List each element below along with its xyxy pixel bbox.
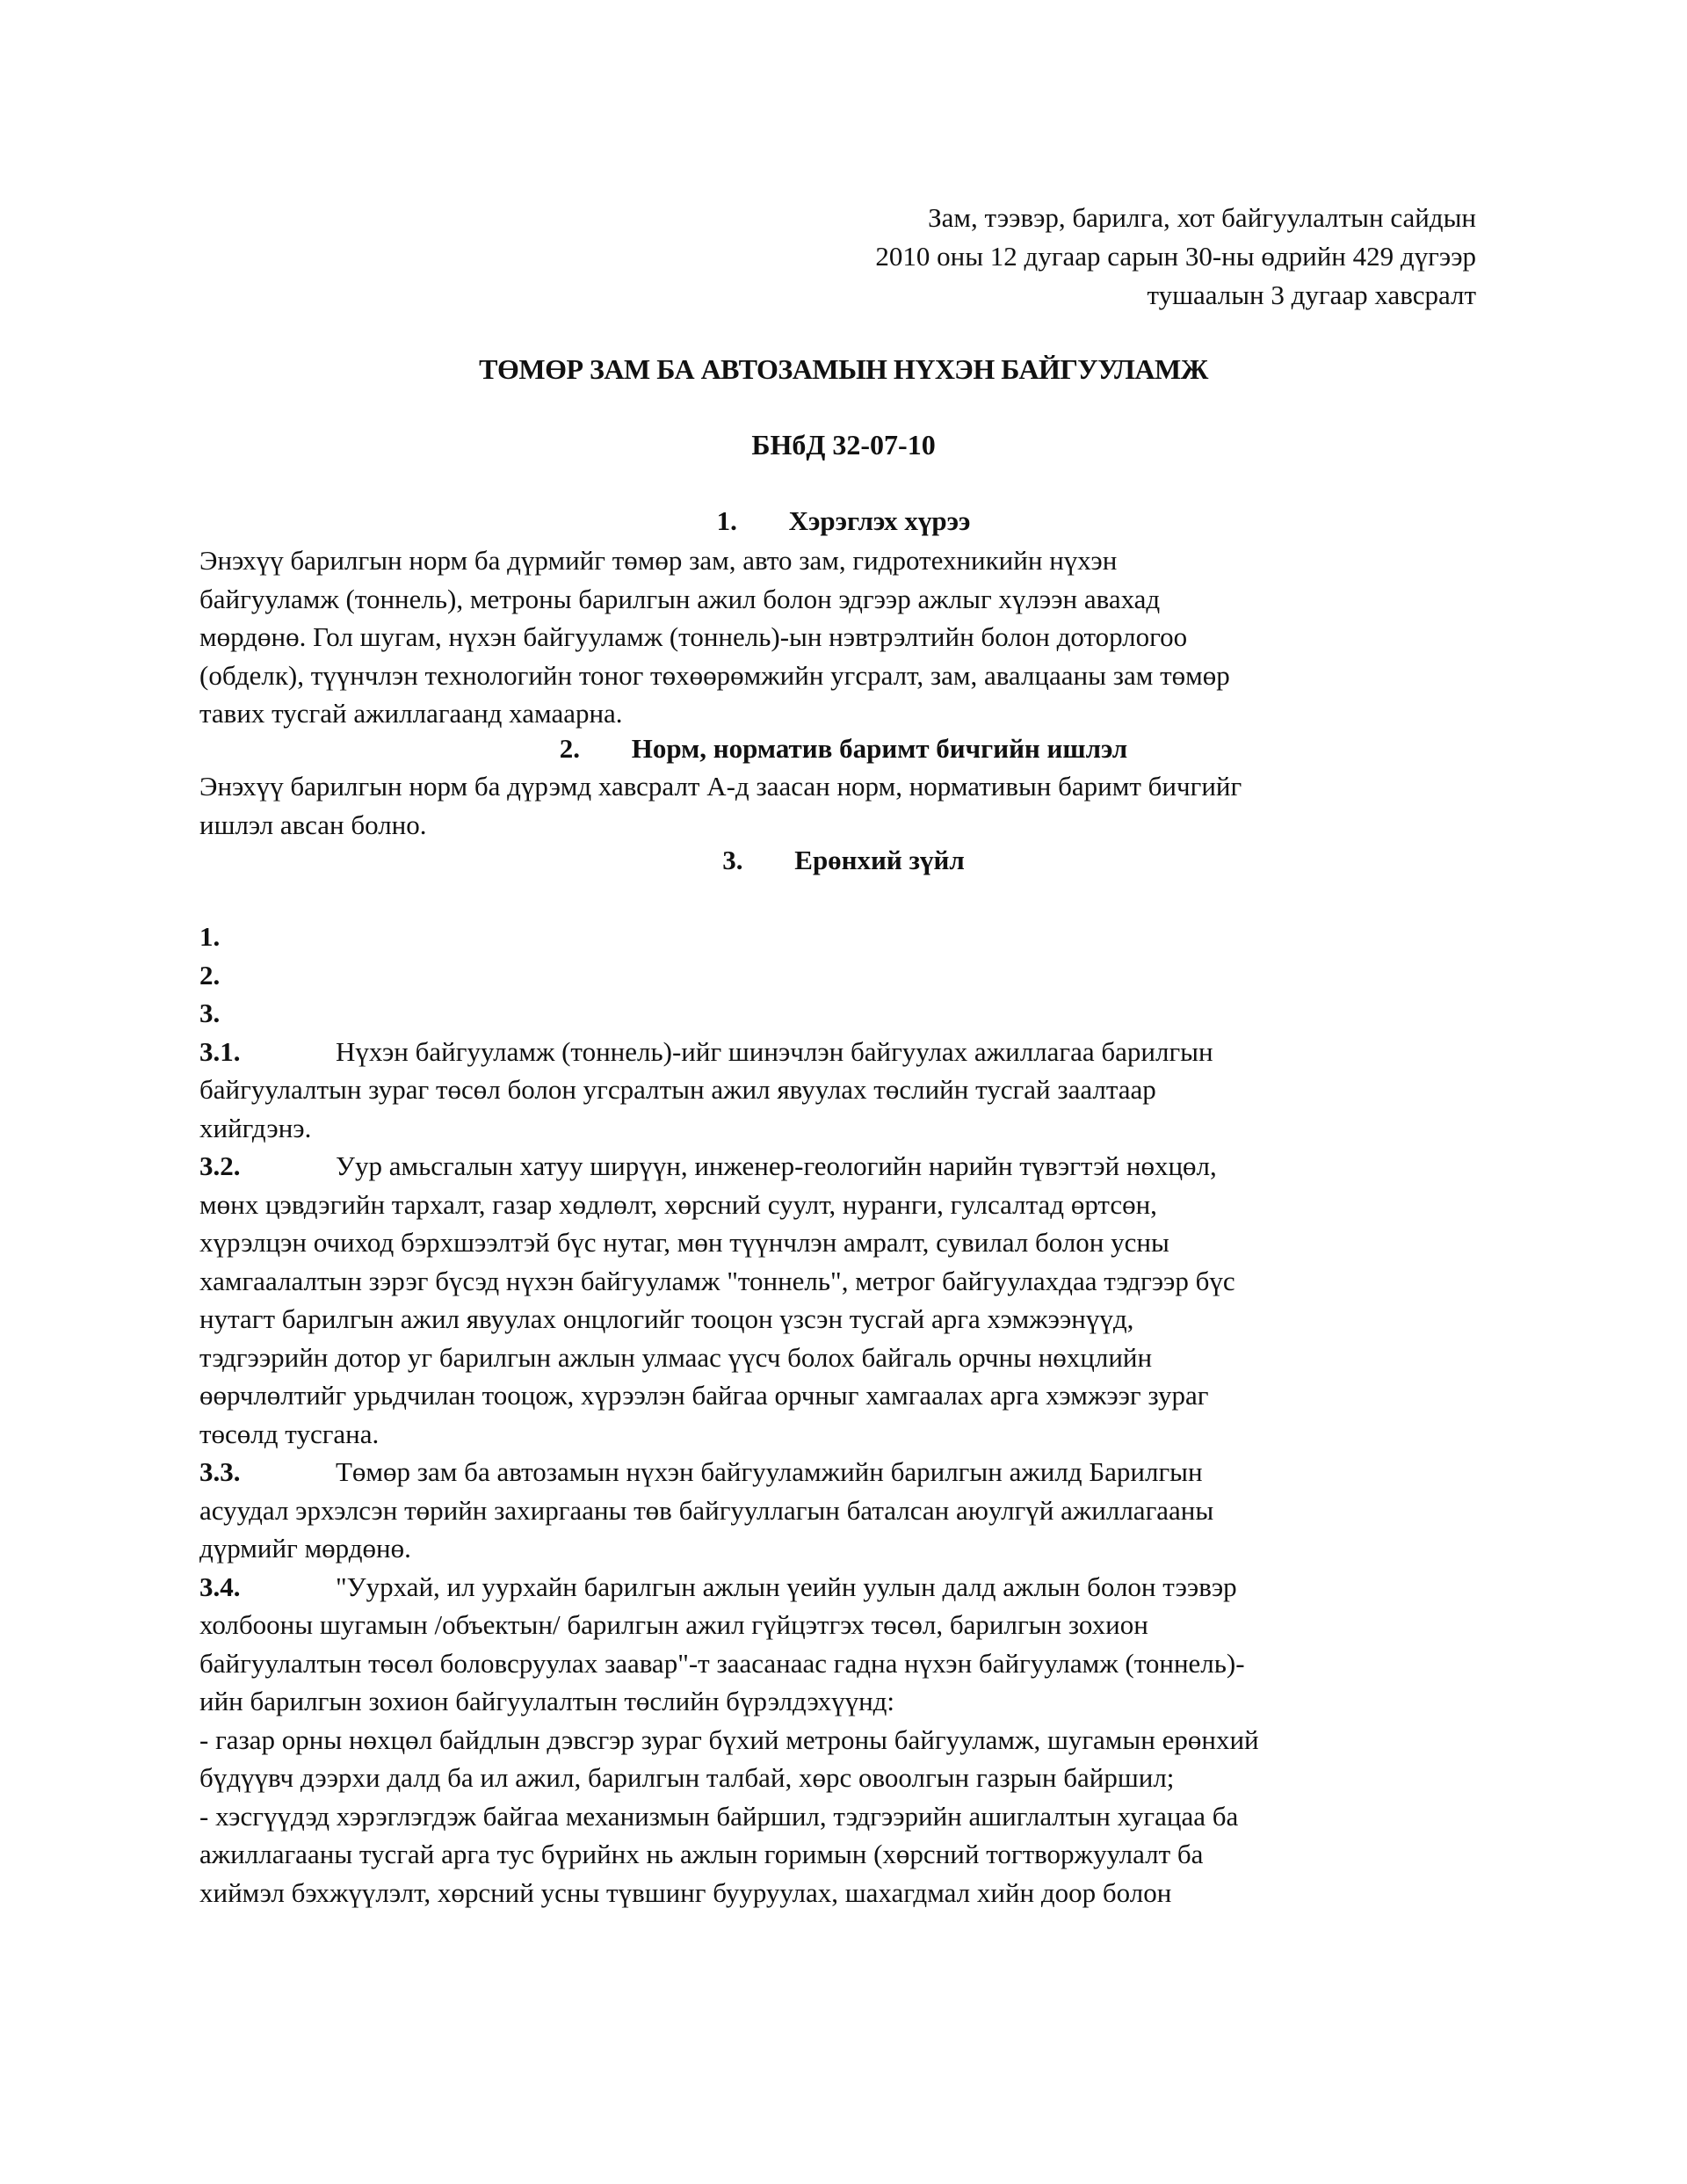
section-title: Хэрэглэх хүрээ [788, 505, 971, 536]
section-number: 3. [722, 845, 743, 875]
text-line: хиймэл бэхжүүлэлт, хөрсний усны түвшинг бууруулах, шахагдмал хийн доор болон [199, 1876, 1172, 1908]
text-line: тавих тусгай ажиллагаанд хамаарна. [199, 698, 623, 729]
text-line: хийгдэнэ. [199, 1112, 312, 1143]
text-line: ажиллагааны тусгай арга тус бүрийнх нь ажлын горимын (хөрсний тогтворжуулалт ба [199, 1839, 1204, 1869]
text-line: тэдгээрийн дотор уг барилгын ажлын улмаас үүсч болох байгаль орчны нөхцлийн [199, 1341, 1153, 1373]
text-line: хүрэлцэн очиход бэрхшээлтэй бүс нутаг, мөн түүнчлэн амралт, сувилал болон усны [199, 1227, 1169, 1258]
text-line: дүрмийг мөрдөнө. [199, 1533, 411, 1564]
text-line: мөрдөнө. Гол шугам, нүхэн байгууламж (тоннель)-ын нэвтрэлтийн болон доторлогоо [199, 621, 1188, 652]
text-line: бүдүүвч дээрхи далд ба ил ажил, барилгын талбай, хөрс овоолгын газрын байршил; [199, 1762, 1175, 1793]
clause-number: 3.2. [199, 1150, 241, 1181]
text-line: Уур амьсгалын хатуу ширүүн, инженер-геологийн нарийн түвэгтэй нөхцөл, [336, 1150, 1217, 1181]
clause-3-3 [199, 1453, 1500, 1491]
text-line: Төмөр зам ба автозамын нүхэн байгууламжийн барилгын ажилд Барилгын [336, 1456, 1203, 1487]
header-line: Зам, тээвэр, барилга, хот байгуулалтын сайдын [928, 202, 1476, 233]
text-line: байгуулалтын төсөл боловсруулах заавар"-т заасанаас гадна нүхэн байгууламж (тоннель)- [199, 1647, 1245, 1679]
text-line: - хэсгүүдэд хэрэглэгдэж байгаа механизмын байршил, тэдгээрийн ашиглалтын хугацаа ба [199, 1800, 1239, 1832]
text-line: нутагт барилгын ажил явуулах онцлогийг тооцон үзсэн тусгай арга хэмжээнүүд, [199, 1303, 1134, 1334]
document-code: БНбД 32-07-10 [751, 429, 936, 461]
clause-number: 3.1. [199, 1035, 241, 1067]
text-line: байгууламж (тоннель), метроны барилгын ажил болон эдгээр ажлыг хүлээн авахад [199, 583, 1161, 614]
text-line: байгуулалтын зураг төсөл болон угсралтын ажил явуулах төслийн тусгай заалтаар [199, 1074, 1156, 1105]
text-line: "Уурхай, ил уурхайн барилгын ажлын үеийн уулын далд ажлын болон тээвэр [336, 1571, 1237, 1602]
text-line: Энэхүү барилгын норм ба дүрмийг төмөр зам, авто зам, гидротехникийн нүхэн [199, 545, 1118, 576]
header-line: тушаалын 3 дугаар хавсралт [1147, 279, 1476, 310]
section-heading-3 [0, 842, 1687, 879]
clause-3-1 [199, 1033, 1500, 1071]
section-number: 1. [716, 505, 737, 536]
text-line: асуудал эрхэлсэн төрийн захиргааны төв байгууллагын баталсан аюулгүй ажиллагааны [199, 1494, 1214, 1526]
text-line: Нүхэн байгууламж (тоннель)-ийг шинэчлэн байгуулах ажиллагаа барилгын [336, 1035, 1213, 1067]
list-number: 1. [199, 921, 221, 952]
list-number: 2. [199, 959, 221, 990]
section-heading-1 [0, 503, 1687, 540]
section-title: Норм, норматив баримт бичгийн ишлэл [631, 733, 1128, 764]
text-line: мөнх цэвдэгийн тархалт, газар хөдлөлт, хөрсний суулт, нуранги, гулсалтад өртсөн, [199, 1188, 1157, 1220]
section-heading-2 [0, 730, 1687, 767]
text-line: хамгаалалтын зэрэг бүсэд нүхэн байгууламж "тоннель", метрог байгуулахдаа тэдгээр бүс [199, 1265, 1235, 1296]
text-line: ишлэл авсан болно. [199, 809, 427, 840]
approval-header [875, 199, 1476, 315]
text-line: Энэхүү барилгын норм ба дүрэмд хавсралт А-д заасан норм, нормативын баримт бичгийг [199, 771, 1242, 802]
section-number: 2. [559, 733, 581, 764]
clause-3-4 [199, 1568, 1500, 1607]
text-line: (обделк), түүнчлэн технологийн тоног төхөөрөмжийн угсралт, зам, авалцааны зам төмөр [199, 659, 1230, 691]
clause-number: 3.3. [199, 1456, 241, 1487]
clause-3-2 [199, 1147, 1500, 1186]
text-line: - газар орны нөхцөл байдлын дэвсгэр зураг бүхий метроны байгууламж, шугамын ерөнхий [199, 1723, 1259, 1755]
section-1-body [199, 541, 1500, 733]
text-line: холбооны шугамын /объектын/ барилгын ажил гүйцэтгэх төсөл, барилгын зохион [199, 1609, 1148, 1640]
clauses-body [199, 918, 1500, 1912]
text-line: ийн барилгын зохион байгуулалтын төслийн бүрэлдэхүүнд: [199, 1686, 895, 1716]
clause-number: 3.4. [199, 1571, 241, 1602]
section-title: Ерөнхий зүйл [794, 845, 965, 875]
list-number: 3. [199, 998, 221, 1028]
text-line: өөрчлөлтийг урьдчилан тооцож, хүрээлэн байгаа орчныг хамгаалах арга хэмжээг зураг [199, 1380, 1209, 1411]
text-line: төсөлд тусгана. [199, 1418, 380, 1449]
document-title: ТӨМӨР ЗАМ БА АВТОЗАМЫН НҮХЭН БАЙГУУЛАМЖ [479, 353, 1208, 385]
header-line: 2010 оны 12 дугаар сарын 30-ны өдрийн 429 дүгээр [875, 241, 1476, 272]
section-2-body [199, 767, 1500, 844]
